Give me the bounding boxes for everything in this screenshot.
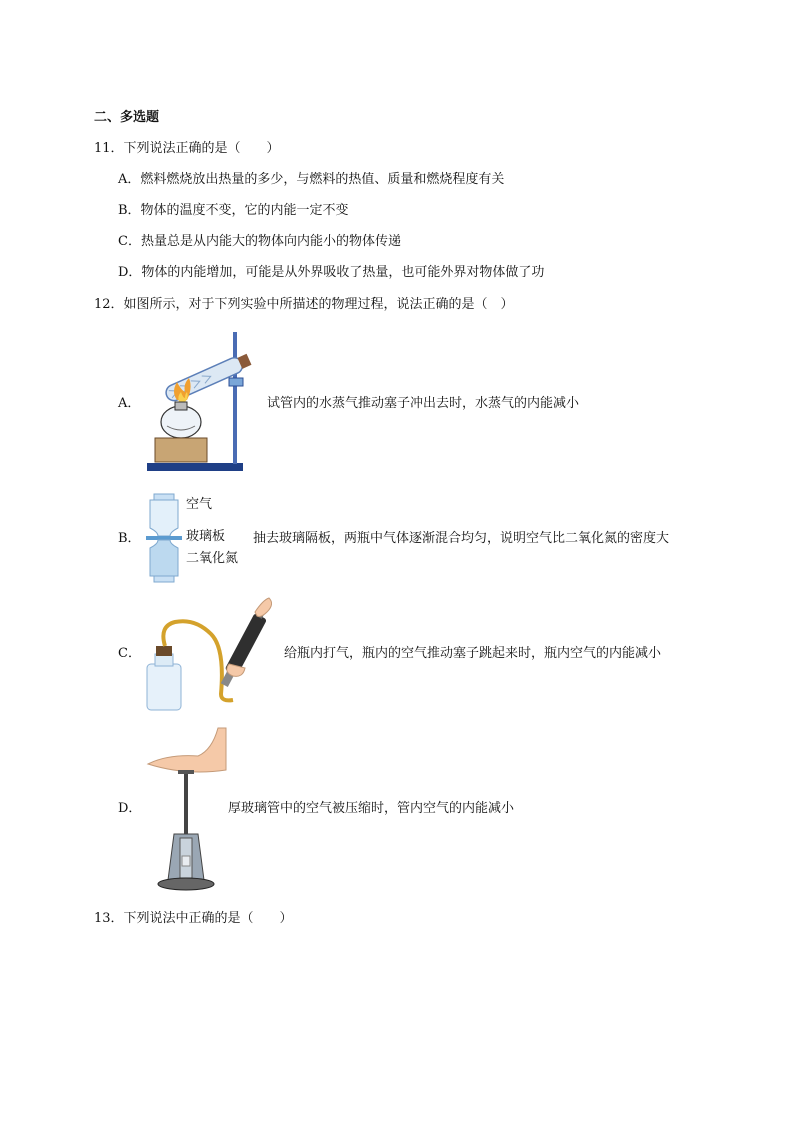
q13-stem: 13．下列说法中正确的是（ ） [94,911,293,926]
q12-option-a-text: 试管内的水蒸气推动塞子冲出去时，水蒸气的内能减小 [267,396,580,411]
q11-option-c: C．热量总是从内能大的物体向内能小的物体传递 [118,234,401,249]
gas-diffusion-bottles-icon [146,492,186,584]
figure-label-air: 空气 [186,497,213,512]
q12-option-d-text: 厚玻璃管中的空气被压缩时，管内空气的内能减小 [228,801,515,816]
section-title: 二、多选题 [94,110,160,125]
q12-option-d-letter: D． [118,801,142,816]
pump-bottle-stopper-icon [143,592,278,714]
q12-option-c-text: 给瓶内打气，瓶内的空气推动塞子跳起来时，瓶内空气的内能减小 [284,646,662,661]
compression-glass-tube-icon [146,726,226,892]
figure-label-glass-plate: 玻璃板 [186,529,226,544]
figure-label-nitrogen-dioxide: 二氧化氮 [186,551,239,566]
q12-stem: 12．如图所示，对于下列实验中所描述的物理过程，说法正确的是（ ） [94,297,514,312]
test-tube-steam-apparatus-icon [145,330,245,475]
q12-option-c-letter: C． [118,646,141,661]
q11-stem: 11．下列说法正确的是（ ） [94,141,280,156]
q11-option-d: D．物体的内能增加，可能是从外界吸收了热量，也可能外界对物体做了功 [118,265,545,280]
q12-option-b-text: 抽去玻璃隔板，两瓶中气体逐渐混合均匀，说明空气比二氧化氮的密度大 [253,531,670,546]
q11-option-b: B．物体的温度不变，它的内能一定不变 [118,203,349,218]
q12-option-a-letter: A． [118,396,141,411]
q11-option-a: A．燃料燃烧放出热量的多少，与燃料的热值、质量和燃烧程度有关 [118,172,505,187]
q12-option-b-letter: B． [118,531,141,546]
